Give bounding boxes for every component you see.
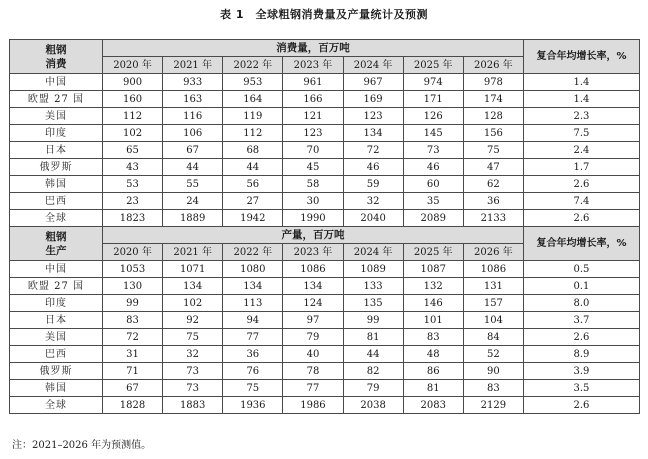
value-cell: 124 <box>283 295 343 312</box>
value-cell: 1828 <box>102 397 162 414</box>
value-cell: 82 <box>343 363 403 380</box>
cagr-cell: 1.4 <box>523 74 639 91</box>
value-cell: 70 <box>283 142 343 159</box>
stub-line-1: 粗钢 <box>45 230 67 243</box>
consumption-cagr-header: 复合年均增长率，% <box>523 40 639 74</box>
value-cell: 1823 <box>102 210 162 227</box>
value-cell: 77 <box>223 329 283 346</box>
value-cell: 1071 <box>163 261 223 278</box>
cagr-cell: 1.7 <box>523 159 639 176</box>
value-cell: 134 <box>283 278 343 295</box>
table-row <box>10 74 640 91</box>
row-label: 巴西 <box>10 193 103 210</box>
value-cell: 121 <box>283 108 343 125</box>
year-header: 2021 年 <box>163 57 223 74</box>
steel-statistics-table <box>9 39 640 414</box>
value-cell: 145 <box>403 125 463 142</box>
value-cell: 83 <box>403 329 463 346</box>
value-cell: 97 <box>283 312 343 329</box>
cagr-cell: 3.9 <box>523 363 639 380</box>
value-cell: 31 <box>102 346 162 363</box>
cagr-cell: 8.0 <box>523 295 639 312</box>
value-cell: 164 <box>223 91 283 108</box>
value-cell: 119 <box>223 108 283 125</box>
value-cell: 44 <box>343 346 403 363</box>
row-label: 印度 <box>10 125 103 142</box>
stub-line-2: 消费 <box>45 57 67 70</box>
value-cell: 2038 <box>343 397 403 414</box>
value-cell: 84 <box>463 329 523 346</box>
value-cell: 1936 <box>223 397 283 414</box>
value-cell: 67 <box>163 142 223 159</box>
value-cell: 24 <box>163 193 223 210</box>
value-cell: 56 <box>223 176 283 193</box>
table-row <box>10 159 640 176</box>
value-cell: 30 <box>283 193 343 210</box>
value-cell: 83 <box>463 380 523 397</box>
value-cell: 106 <box>163 125 223 142</box>
value-cell: 978 <box>463 74 523 91</box>
value-cell: 44 <box>163 159 223 176</box>
value-cell: 23 <box>102 193 162 210</box>
cagr-cell: 3.7 <box>523 312 639 329</box>
cagr-cell: 3.5 <box>523 380 639 397</box>
consumption-group-header: 消费量，百万吨 <box>102 40 523 57</box>
value-cell: 130 <box>102 278 162 295</box>
value-cell: 933 <box>163 74 223 91</box>
consumption-section <box>10 40 640 227</box>
value-cell: 131 <box>463 278 523 295</box>
value-cell: 1053 <box>102 261 162 278</box>
value-cell: 104 <box>463 312 523 329</box>
year-header: 2026 年 <box>463 244 523 261</box>
stub-line-1: 粗钢 <box>45 43 67 56</box>
production-cagr-header: 复合年均增长率，% <box>523 227 639 261</box>
production-group-header: 产量，百万吨 <box>102 227 523 244</box>
value-cell: 75 <box>223 380 283 397</box>
value-cell: 156 <box>463 125 523 142</box>
row-label: 俄罗斯 <box>10 363 103 380</box>
table-row <box>10 142 640 159</box>
value-cell: 166 <box>283 91 343 108</box>
value-cell: 1086 <box>463 261 523 278</box>
row-label: 全球 <box>10 210 103 227</box>
year-header: 2022 年 <box>223 57 283 74</box>
table-row <box>10 346 640 363</box>
row-label: 全球 <box>10 397 103 414</box>
value-cell: 77 <box>283 380 343 397</box>
year-header: 2024 年 <box>343 244 403 261</box>
value-cell: 86 <box>403 363 463 380</box>
row-label: 日本 <box>10 142 103 159</box>
cagr-cell: 2.6 <box>523 176 639 193</box>
value-cell: 1883 <box>163 397 223 414</box>
value-cell: 79 <box>343 380 403 397</box>
value-cell: 953 <box>223 74 283 91</box>
value-cell: 974 <box>403 74 463 91</box>
table-row <box>10 329 640 346</box>
table-row <box>10 261 640 278</box>
cagr-cell: 0.5 <box>523 261 639 278</box>
value-cell: 75 <box>163 329 223 346</box>
value-cell: 53 <box>102 176 162 193</box>
table-row <box>10 125 640 142</box>
value-cell: 102 <box>163 295 223 312</box>
value-cell: 160 <box>102 91 162 108</box>
year-header: 2020 年 <box>102 57 162 74</box>
value-cell: 81 <box>403 380 463 397</box>
cagr-cell: 2.6 <box>523 210 639 227</box>
consumption-stub-header <box>10 40 103 74</box>
value-cell: 35 <box>403 193 463 210</box>
table-row <box>10 363 640 380</box>
value-cell: 102 <box>102 125 162 142</box>
value-cell: 72 <box>343 142 403 159</box>
value-cell: 73 <box>403 142 463 159</box>
value-cell: 43 <box>102 159 162 176</box>
value-cell: 961 <box>283 74 343 91</box>
cagr-cell: 7.4 <box>523 193 639 210</box>
value-cell: 116 <box>163 108 223 125</box>
value-cell: 2040 <box>343 210 403 227</box>
value-cell: 76 <box>223 363 283 380</box>
value-cell: 134 <box>223 278 283 295</box>
value-cell: 40 <box>283 346 343 363</box>
value-cell: 2083 <box>403 397 463 414</box>
value-cell: 32 <box>343 193 403 210</box>
row-label: 美国 <box>10 108 103 125</box>
cagr-cell: 2.3 <box>523 108 639 125</box>
value-cell: 90 <box>463 363 523 380</box>
year-header: 2022 年 <box>223 244 283 261</box>
row-label: 欧盟 27 国 <box>10 91 103 108</box>
value-cell: 72 <box>102 329 162 346</box>
year-header: 2023 年 <box>283 244 343 261</box>
value-cell: 113 <box>223 295 283 312</box>
stub-line-2: 生产 <box>45 244 67 257</box>
value-cell: 67 <box>102 380 162 397</box>
value-cell: 171 <box>403 91 463 108</box>
value-cell: 46 <box>403 159 463 176</box>
value-cell: 78 <box>283 363 343 380</box>
year-header: 2025 年 <box>403 57 463 74</box>
value-cell: 163 <box>163 91 223 108</box>
table-row <box>10 380 640 397</box>
value-cell: 45 <box>283 159 343 176</box>
row-label: 中国 <box>10 74 103 91</box>
row-label: 欧盟 27 国 <box>10 278 103 295</box>
value-cell: 60 <box>403 176 463 193</box>
value-cell: 83 <box>102 312 162 329</box>
value-cell: 59 <box>343 176 403 193</box>
table-row <box>10 176 640 193</box>
value-cell: 1889 <box>163 210 223 227</box>
table-row <box>10 210 640 227</box>
value-cell: 36 <box>223 346 283 363</box>
value-cell: 900 <box>102 74 162 91</box>
value-cell: 169 <box>343 91 403 108</box>
value-cell: 126 <box>403 108 463 125</box>
cagr-cell: 2.6 <box>523 397 639 414</box>
value-cell: 1089 <box>343 261 403 278</box>
cagr-cell: 2.4 <box>523 142 639 159</box>
production-section <box>10 227 640 414</box>
year-header: 2021 年 <box>163 244 223 261</box>
value-cell: 101 <box>403 312 463 329</box>
row-label: 韩国 <box>10 380 103 397</box>
value-cell: 75 <box>463 142 523 159</box>
row-label: 俄罗斯 <box>10 159 103 176</box>
value-cell: 157 <box>463 295 523 312</box>
value-cell: 99 <box>343 312 403 329</box>
production-stub-header <box>10 227 103 261</box>
row-label: 印度 <box>10 295 103 312</box>
value-cell: 48 <box>403 346 463 363</box>
value-cell: 46 <box>343 159 403 176</box>
value-cell: 146 <box>403 295 463 312</box>
year-header: 2026 年 <box>463 57 523 74</box>
value-cell: 2129 <box>463 397 523 414</box>
value-cell: 68 <box>223 142 283 159</box>
table-row <box>10 397 640 414</box>
value-cell: 27 <box>223 193 283 210</box>
cagr-cell: 2.6 <box>523 329 639 346</box>
table-row <box>10 91 640 108</box>
row-label: 韩国 <box>10 176 103 193</box>
value-cell: 71 <box>102 363 162 380</box>
row-label: 美国 <box>10 329 103 346</box>
row-label: 巴西 <box>10 346 103 363</box>
cagr-cell: 1.4 <box>523 91 639 108</box>
value-cell: 1087 <box>403 261 463 278</box>
table-row <box>10 193 640 210</box>
value-cell: 1086 <box>283 261 343 278</box>
value-cell: 2133 <box>463 210 523 227</box>
value-cell: 1080 <box>223 261 283 278</box>
value-cell: 1986 <box>283 397 343 414</box>
value-cell: 174 <box>463 91 523 108</box>
value-cell: 112 <box>102 108 162 125</box>
year-header: 2023 年 <box>283 57 343 74</box>
value-cell: 128 <box>463 108 523 125</box>
value-cell: 133 <box>343 278 403 295</box>
value-cell: 134 <box>343 125 403 142</box>
value-cell: 55 <box>163 176 223 193</box>
value-cell: 44 <box>223 159 283 176</box>
value-cell: 62 <box>463 176 523 193</box>
value-cell: 73 <box>163 363 223 380</box>
value-cell: 58 <box>283 176 343 193</box>
value-cell: 79 <box>283 329 343 346</box>
year-header: 2025 年 <box>403 244 463 261</box>
value-cell: 36 <box>463 193 523 210</box>
value-cell: 2089 <box>403 210 463 227</box>
value-cell: 123 <box>343 108 403 125</box>
value-cell: 52 <box>463 346 523 363</box>
value-cell: 73 <box>163 380 223 397</box>
table-note: 注：2021–2026 年为预测值。 <box>12 440 152 451</box>
value-cell: 1990 <box>283 210 343 227</box>
table-row <box>10 312 640 329</box>
value-cell: 47 <box>463 159 523 176</box>
value-cell: 1942 <box>223 210 283 227</box>
cagr-cell: 0.1 <box>523 278 639 295</box>
value-cell: 134 <box>163 278 223 295</box>
table-row <box>10 278 640 295</box>
table-title: 表 1 全球粗钢消费量及产量统计及预测 <box>220 8 428 21</box>
row-label: 日本 <box>10 312 103 329</box>
table-row <box>10 295 640 312</box>
value-cell: 967 <box>343 74 403 91</box>
value-cell: 99 <box>102 295 162 312</box>
value-cell: 32 <box>163 346 223 363</box>
value-cell: 132 <box>403 278 463 295</box>
value-cell: 94 <box>223 312 283 329</box>
value-cell: 135 <box>343 295 403 312</box>
year-header: 2020 年 <box>102 244 162 261</box>
value-cell: 123 <box>283 125 343 142</box>
cagr-cell: 7.5 <box>523 125 639 142</box>
value-cell: 81 <box>343 329 403 346</box>
cagr-cell: 8.9 <box>523 346 639 363</box>
value-cell: 112 <box>223 125 283 142</box>
row-label: 中国 <box>10 261 103 278</box>
value-cell: 65 <box>102 142 162 159</box>
table-row <box>10 108 640 125</box>
value-cell: 92 <box>163 312 223 329</box>
year-header: 2024 年 <box>343 57 403 74</box>
